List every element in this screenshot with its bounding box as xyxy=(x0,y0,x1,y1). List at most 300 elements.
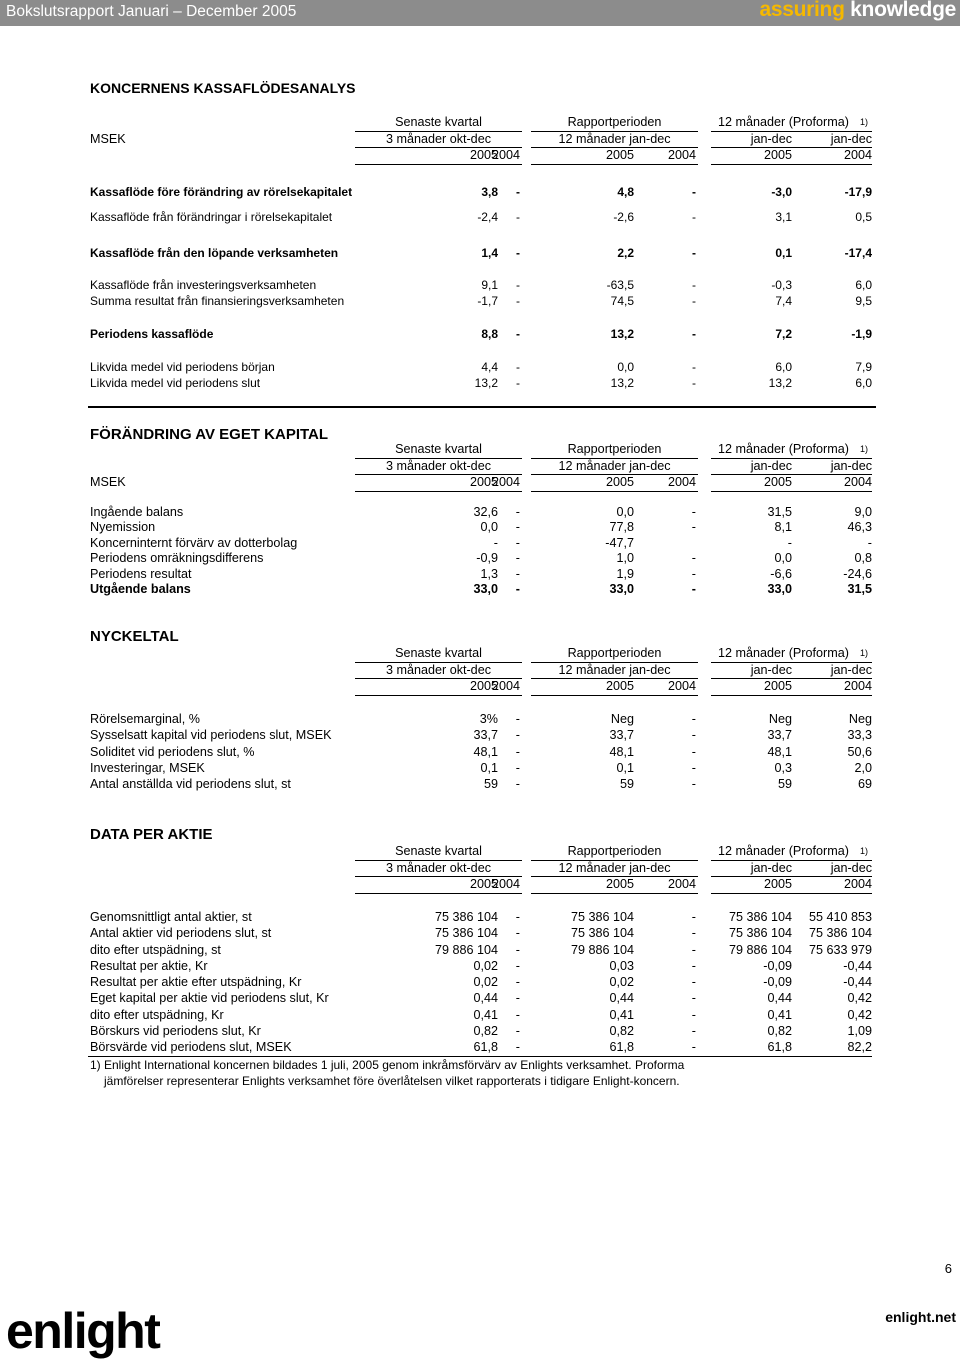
header-underline xyxy=(355,893,522,894)
cell-value: - xyxy=(515,567,520,581)
row-label: Periodens omräkningsdifferens xyxy=(90,551,264,565)
cell-value: 32,6 xyxy=(473,505,498,519)
column-group-footnote-ref: 1) xyxy=(860,648,869,658)
row-label: Likvida medel vid periodens början xyxy=(90,360,275,374)
cell-value: -17,4 xyxy=(844,246,872,260)
header-underline xyxy=(531,147,698,148)
row-label: Summa resultat från finansieringsverksamheten xyxy=(90,294,345,308)
cell-value: - xyxy=(691,761,696,775)
cell-value: Neg xyxy=(768,712,792,726)
cell-value: 9,5 xyxy=(855,294,872,308)
column-year-3: 2005 xyxy=(605,877,634,891)
cell-value: 31,5 xyxy=(847,582,872,596)
cell-value: 0,41 xyxy=(767,1008,792,1022)
cell-value: - xyxy=(516,376,520,390)
column-year-4: 2004 xyxy=(667,877,696,891)
per-share-title: DATA PER AKTIE xyxy=(90,826,213,843)
cell-value: - xyxy=(515,536,520,550)
cell-value: 13,2 xyxy=(610,327,634,341)
cell-value: - xyxy=(692,185,696,199)
section-divider xyxy=(88,406,876,408)
cell-value: - xyxy=(515,520,520,534)
column-subheader-quarter: 3 månader okt-dec xyxy=(385,662,491,677)
cell-value: -0,44 xyxy=(843,975,872,989)
column-year-6: 2004 xyxy=(843,148,872,162)
cell-value: - xyxy=(493,536,498,550)
column-year-5: 2005 xyxy=(763,475,792,489)
column-year-2: 2004 xyxy=(491,148,520,162)
cell-value: 0,82 xyxy=(609,1024,634,1038)
cell-value: 59 xyxy=(483,777,498,791)
column-year-3: 2005 xyxy=(605,679,634,693)
cell-value: 69 xyxy=(857,777,872,791)
cell-value: - xyxy=(692,210,696,224)
cell-value: -24,6 xyxy=(843,567,872,581)
column-year-4: 2004 xyxy=(667,475,696,489)
column-year-6: 2004 xyxy=(843,877,872,891)
header-underline xyxy=(711,474,872,475)
row-label: Sysselsatt kapital vid periodens slut, MSEK xyxy=(90,728,332,742)
cell-value: 33,0 xyxy=(767,582,792,596)
header-underline xyxy=(711,662,872,663)
column-group-report-period: Rapportperioden xyxy=(567,646,662,660)
column-year-2: 2004 xyxy=(491,877,520,891)
row-label: Likvida medel vid periodens slut xyxy=(90,376,261,390)
header-underline xyxy=(355,860,522,861)
cell-value: - xyxy=(691,943,696,957)
cell-value: - xyxy=(691,991,696,1005)
cell-value: 1,4 xyxy=(481,246,498,260)
column-year-4: 2004 xyxy=(667,679,696,693)
header-underline xyxy=(355,678,522,679)
column-subheader-report-period: 12 månader jan-dec xyxy=(558,458,671,473)
footnote-line1: 1) Enlight International koncernen bildades 1 juli, 2005 genom inkråmsförvärv av Enlights verksamhet. Proforma xyxy=(90,1058,685,1072)
cell-value: 0,0 xyxy=(774,551,792,565)
cashflow-section xyxy=(88,60,876,400)
row-label: Utgående balans xyxy=(90,582,191,596)
cell-value: - xyxy=(691,926,696,940)
cell-value: - xyxy=(516,246,520,260)
column-subheader-proforma-2004: jan-dec xyxy=(830,131,872,146)
row-label: Periodens resultat xyxy=(90,567,192,581)
cell-value: - xyxy=(516,327,520,341)
cell-value: - xyxy=(691,1008,696,1022)
equity-title: FÖRÄNDRING AV EGET KAPITAL xyxy=(90,426,329,443)
column-year-6: 2004 xyxy=(843,679,872,693)
cell-value: 75 386 104 xyxy=(808,926,872,940)
cell-value: 0,82 xyxy=(767,1024,792,1038)
cell-value: 6,0 xyxy=(855,278,872,292)
column-group-quarter: Senaste kvartal xyxy=(395,844,482,858)
header-underline xyxy=(711,458,872,459)
cell-value: 33,7 xyxy=(609,728,634,742)
column-group-quarter: Senaste kvartal xyxy=(395,115,482,129)
footnote xyxy=(90,1057,790,1089)
cell-value: 2,2 xyxy=(617,246,634,260)
header-underline xyxy=(711,147,872,148)
header-underline xyxy=(711,860,872,861)
header-underline xyxy=(355,695,522,696)
cell-value: 50,6 xyxy=(847,745,872,759)
header-underline xyxy=(355,474,522,475)
cell-value: 4,4 xyxy=(481,360,498,374)
cell-value: Neg xyxy=(848,712,872,726)
cell-value: 13,2 xyxy=(610,376,634,390)
footnote-line2: jämförelser representerar Enlights verksamhet före överlåtelsen vilket rapporterats i tidigare Enlight-koncern. xyxy=(104,1074,680,1088)
cell-value: 48,1 xyxy=(767,745,792,759)
column-group-quarter: Senaste kvartal xyxy=(395,442,482,456)
cell-value: 1,3 xyxy=(480,567,498,581)
cell-value: 0,0 xyxy=(480,520,498,534)
page-header xyxy=(0,0,960,26)
cell-value: 6,0 xyxy=(855,376,872,390)
cell-value: - xyxy=(515,926,520,940)
cell-value: 61,8 xyxy=(473,1040,498,1054)
cell-value: - xyxy=(515,943,520,957)
cell-value: - xyxy=(515,505,520,519)
cell-value: 79 886 104 xyxy=(570,943,634,957)
header-underline xyxy=(355,458,522,459)
cell-value: - xyxy=(691,520,696,534)
cell-value: 0,42 xyxy=(847,991,872,1005)
cell-value: - xyxy=(516,185,520,199)
header-underline xyxy=(355,131,522,132)
cell-value: 33,0 xyxy=(609,582,634,596)
cell-value: - xyxy=(692,278,696,292)
row-label: Börskurs vid periodens slut, Kr xyxy=(90,1024,261,1038)
cell-value: - xyxy=(691,959,696,973)
cell-value: - xyxy=(516,360,520,374)
cell-value: - xyxy=(692,327,696,341)
cell-value: 46,3 xyxy=(847,520,872,534)
column-year-3: 2005 xyxy=(605,148,634,162)
cell-value: 59 xyxy=(777,777,792,791)
cell-value: -1,9 xyxy=(851,327,872,341)
cell-value: - xyxy=(515,745,520,759)
cell-value: 7,4 xyxy=(775,294,792,308)
header-underline xyxy=(711,695,872,696)
row-label: dito efter utspädning, st xyxy=(90,943,221,957)
cell-value: 33,3 xyxy=(847,728,872,742)
cell-value: 0,3 xyxy=(774,761,792,775)
cell-value: - xyxy=(691,745,696,759)
cell-value: - xyxy=(691,551,696,565)
row-label: Periodens kassaflöde xyxy=(90,327,214,341)
cell-value: - xyxy=(691,910,696,924)
row-label: Koncerninternt förvärv av dotterbolag xyxy=(90,536,298,550)
cell-value: - xyxy=(691,505,696,519)
cell-value: 75 386 104 xyxy=(434,926,498,940)
cell-value: 1,0 xyxy=(616,551,634,565)
row-label: Börsvärde vid periodens slut, MSEK xyxy=(90,1040,292,1054)
cell-value: -0,09 xyxy=(763,975,792,989)
cell-value: - xyxy=(515,975,520,989)
cell-value: 0,8 xyxy=(854,551,872,565)
cell-value: 7,2 xyxy=(775,327,792,341)
column-subheader-proforma-2004: jan-dec xyxy=(830,662,872,677)
row-label: Investeringar, MSEK xyxy=(90,761,205,775)
row-label: Resultat per aktie efter utspädning, Kr xyxy=(90,975,302,989)
cell-value: 7,9 xyxy=(855,360,872,374)
column-group-footnote-ref: 1) xyxy=(860,846,869,856)
header-underline xyxy=(531,695,698,696)
website-link[interactable]: enlight.net xyxy=(885,1309,956,1325)
cell-value: 13,2 xyxy=(474,376,498,390)
header-underline xyxy=(711,131,872,132)
cell-value: 75 386 104 xyxy=(728,926,792,940)
column-group-report-period: Rapportperioden xyxy=(567,442,662,456)
cell-value: 0,42 xyxy=(847,1008,872,1022)
column-subheader-report-period: 12 månader jan-dec xyxy=(558,860,671,875)
cell-value: - xyxy=(515,910,520,924)
equity-section xyxy=(88,410,876,610)
cell-value: -0,44 xyxy=(843,959,872,973)
cell-value: - xyxy=(516,210,520,224)
header-underline xyxy=(531,458,698,459)
unit-label-msek: MSEK xyxy=(90,131,126,146)
cell-value: 0,0 xyxy=(616,505,634,519)
cell-value: 2,0 xyxy=(854,761,872,775)
brand-logo xyxy=(759,0,956,22)
cell-value: - xyxy=(516,294,520,308)
header-underline xyxy=(531,164,698,165)
cell-value: Neg xyxy=(610,712,634,726)
cell-value: - xyxy=(515,551,520,565)
column-group-report-period: Rapportperioden xyxy=(567,844,662,858)
column-year-1: 2005 xyxy=(469,148,498,162)
cell-value: -0,9 xyxy=(476,551,498,565)
column-subheader-proforma-2004: jan-dec xyxy=(830,860,872,875)
column-subheader-proforma-2005: jan-dec xyxy=(750,458,792,473)
cell-value: - xyxy=(691,582,696,596)
column-year-2: 2004 xyxy=(491,679,520,693)
column-year-5: 2005 xyxy=(763,877,792,891)
cell-value: 75 386 104 xyxy=(434,910,498,924)
cell-value: - xyxy=(691,1024,696,1038)
header-underline xyxy=(711,893,872,894)
cell-value: 0,41 xyxy=(473,1008,498,1022)
column-group-proforma: 12 månader (Proforma) xyxy=(718,646,849,660)
column-subheader-quarter: 3 månader okt-dec xyxy=(385,131,491,146)
cell-value: 75 386 104 xyxy=(570,910,634,924)
cell-value: -63,5 xyxy=(606,278,634,292)
cell-value: 0,44 xyxy=(609,991,634,1005)
cell-value: - xyxy=(692,294,696,308)
cell-value: 33,7 xyxy=(767,728,792,742)
cell-value: - xyxy=(515,712,520,726)
cell-value: 3,8 xyxy=(481,185,498,199)
header-underline xyxy=(355,147,522,148)
cell-value: 0,02 xyxy=(473,959,498,973)
cell-value: 79 886 104 xyxy=(728,943,792,957)
header-underline xyxy=(531,491,698,492)
cell-value: - xyxy=(515,728,520,742)
column-group-report-period: Rapportperioden xyxy=(567,115,662,129)
cell-value: 8,1 xyxy=(774,520,792,534)
cell-value: 59 xyxy=(619,777,634,791)
column-group-proforma: 12 månader (Proforma) xyxy=(718,115,849,129)
per-share-section xyxy=(88,818,876,1098)
cell-value: -17,9 xyxy=(844,185,872,199)
header-underline xyxy=(531,474,698,475)
cell-value: 4,8 xyxy=(617,185,634,199)
cell-value: 61,8 xyxy=(767,1040,792,1054)
column-year-5: 2005 xyxy=(763,679,792,693)
cell-value: -0,3 xyxy=(771,278,792,292)
cell-value: - xyxy=(691,567,696,581)
column-subheader-report-period: 12 månader jan-dec xyxy=(558,131,671,146)
column-year-3: 2005 xyxy=(605,475,634,489)
cell-value: 3% xyxy=(479,712,498,726)
column-subheader-proforma-2005: jan-dec xyxy=(750,131,792,146)
cell-value: 3,1 xyxy=(775,210,792,224)
cell-value: - xyxy=(692,246,696,260)
cell-value: - xyxy=(691,712,696,726)
column-subheader-quarter: 3 månader okt-dec xyxy=(385,860,491,875)
cell-value: 8,8 xyxy=(481,327,498,341)
cell-value: 0,03 xyxy=(609,959,634,973)
enlight-logo: enlight xyxy=(6,1303,160,1359)
cell-value: - xyxy=(692,360,696,374)
column-year-4: 2004 xyxy=(667,148,696,162)
cell-value: - xyxy=(515,1024,520,1038)
cell-value: 0,41 xyxy=(609,1008,634,1022)
cell-value: - xyxy=(516,278,520,292)
header-underline xyxy=(711,164,872,165)
cell-value: - xyxy=(515,761,520,775)
cell-value: 48,1 xyxy=(473,745,498,759)
cell-value: 74,5 xyxy=(610,294,634,308)
cell-value: 77,8 xyxy=(609,520,634,534)
cell-value: 0,1 xyxy=(480,761,498,775)
cell-value: -2,6 xyxy=(613,210,634,224)
header-underline xyxy=(355,491,522,492)
report-title: Bokslutsrapport Januari – December 2005 xyxy=(6,3,297,20)
header-underline xyxy=(711,876,872,877)
cell-value: 75 386 104 xyxy=(570,926,634,940)
cell-value: - xyxy=(515,1040,520,1054)
column-subheader-proforma-2005: jan-dec xyxy=(750,860,792,875)
column-group-proforma: 12 månader (Proforma) xyxy=(718,442,849,456)
cell-value: 82,2 xyxy=(847,1040,872,1054)
row-label: Eget kapital per aktie vid periodens slut, Kr xyxy=(90,991,329,1005)
column-subheader-proforma-2005: jan-dec xyxy=(750,662,792,677)
header-underline xyxy=(355,164,522,165)
row-label: Genomsnittligt antal aktier, st xyxy=(90,910,252,924)
cell-value: 75 633 979 xyxy=(808,943,872,957)
cell-value: 13,2 xyxy=(768,376,792,390)
cell-value: - xyxy=(515,991,520,1005)
header-underline xyxy=(531,678,698,679)
column-subheader-report-period: 12 månader jan-dec xyxy=(558,662,671,677)
row-label: Kassaflöde från den löpande verksamheten xyxy=(90,246,339,260)
cell-value: 33,7 xyxy=(473,728,498,742)
cell-value: 1,09 xyxy=(847,1024,872,1038)
cell-value: 0,1 xyxy=(775,246,792,260)
header-underline xyxy=(711,491,872,492)
row-label: Kassaflöde från investeringsverksamheten xyxy=(90,278,317,292)
row-label: Kassaflöde före förändring av rörelsekapitalet xyxy=(90,185,353,199)
header-underline xyxy=(355,662,522,663)
cell-value: - xyxy=(787,536,792,550)
header-underline xyxy=(531,876,698,877)
cell-value: 75 386 104 xyxy=(728,910,792,924)
cell-value: 48,1 xyxy=(609,745,634,759)
cell-value: -3,0 xyxy=(771,185,792,199)
column-subheader-quarter: 3 månader okt-dec xyxy=(385,458,491,473)
header-underline xyxy=(531,893,698,894)
cell-value: 55 410 853 xyxy=(808,910,872,924)
header-underline xyxy=(531,131,698,132)
cell-value: - xyxy=(691,1040,696,1054)
cell-value: 0,5 xyxy=(855,210,872,224)
cell-value: 6,0 xyxy=(775,360,792,374)
cell-value: - xyxy=(692,376,696,390)
column-year-2: 2004 xyxy=(491,475,520,489)
cell-value: - xyxy=(515,582,520,596)
cell-value: 0,44 xyxy=(767,991,792,1005)
cell-value: 0,02 xyxy=(473,975,498,989)
unit-label-msek: MSEK xyxy=(90,475,126,489)
page-number: 6 xyxy=(944,1261,952,1276)
cell-value: 0,0 xyxy=(617,360,634,374)
column-group-proforma: 12 månader (Proforma) xyxy=(718,844,849,858)
column-year-5: 2005 xyxy=(763,148,792,162)
brand-part2: knowledge xyxy=(850,0,956,21)
cell-value: -0,09 xyxy=(763,959,792,973)
cell-value: - xyxy=(515,777,520,791)
row-label: Kassaflöde från förändringar i rörelsekapitalet xyxy=(90,210,333,224)
cell-value: - xyxy=(515,1008,520,1022)
row-label: Soliditet vid periodens slut, % xyxy=(90,745,255,759)
row-label: Antal aktier vid periodens slut, st xyxy=(90,926,272,940)
cell-value: 1,9 xyxy=(616,567,634,581)
row-label: Resultat per aktie, Kr xyxy=(90,959,208,973)
cell-value: -6,6 xyxy=(770,567,792,581)
row-label: dito efter utspädning, Kr xyxy=(90,1008,224,1022)
column-year-1: 2005 xyxy=(469,679,498,693)
key-ratios-title: NYCKELTAL xyxy=(90,628,179,645)
cell-value: 0,44 xyxy=(473,991,498,1005)
cell-value: -1,7 xyxy=(477,294,498,308)
key-ratios-section xyxy=(88,620,876,800)
header-underline xyxy=(711,678,872,679)
cashflow-title: KONCERNENS KASSAFLÖDESANALYS xyxy=(90,80,356,96)
cell-value: - xyxy=(867,536,872,550)
cell-value: 79 886 104 xyxy=(434,943,498,957)
cell-value: 61,8 xyxy=(609,1040,634,1054)
column-subheader-proforma-2004: jan-dec xyxy=(830,458,872,473)
cell-value: 0,1 xyxy=(616,761,634,775)
cell-value: -2,4 xyxy=(477,210,498,224)
row-label: Rörelsemarginal, % xyxy=(90,712,200,726)
cell-value: - xyxy=(691,975,696,989)
cell-value: 9,0 xyxy=(854,505,872,519)
column-year-1: 2005 xyxy=(469,877,498,891)
column-year-1: 2005 xyxy=(469,475,498,489)
cell-value: 0,82 xyxy=(473,1024,498,1038)
cell-value: -47,7 xyxy=(605,536,634,550)
brand-part1: assuring xyxy=(759,0,845,21)
cell-value: - xyxy=(691,777,696,791)
column-group-quarter: Senaste kvartal xyxy=(395,646,482,660)
header-underline xyxy=(531,662,698,663)
header-underline xyxy=(355,876,522,877)
row-label: Ingående balans xyxy=(90,505,184,519)
cell-value: 33,0 xyxy=(473,582,498,596)
cell-value: - xyxy=(515,959,520,973)
cell-value: 31,5 xyxy=(767,505,792,519)
